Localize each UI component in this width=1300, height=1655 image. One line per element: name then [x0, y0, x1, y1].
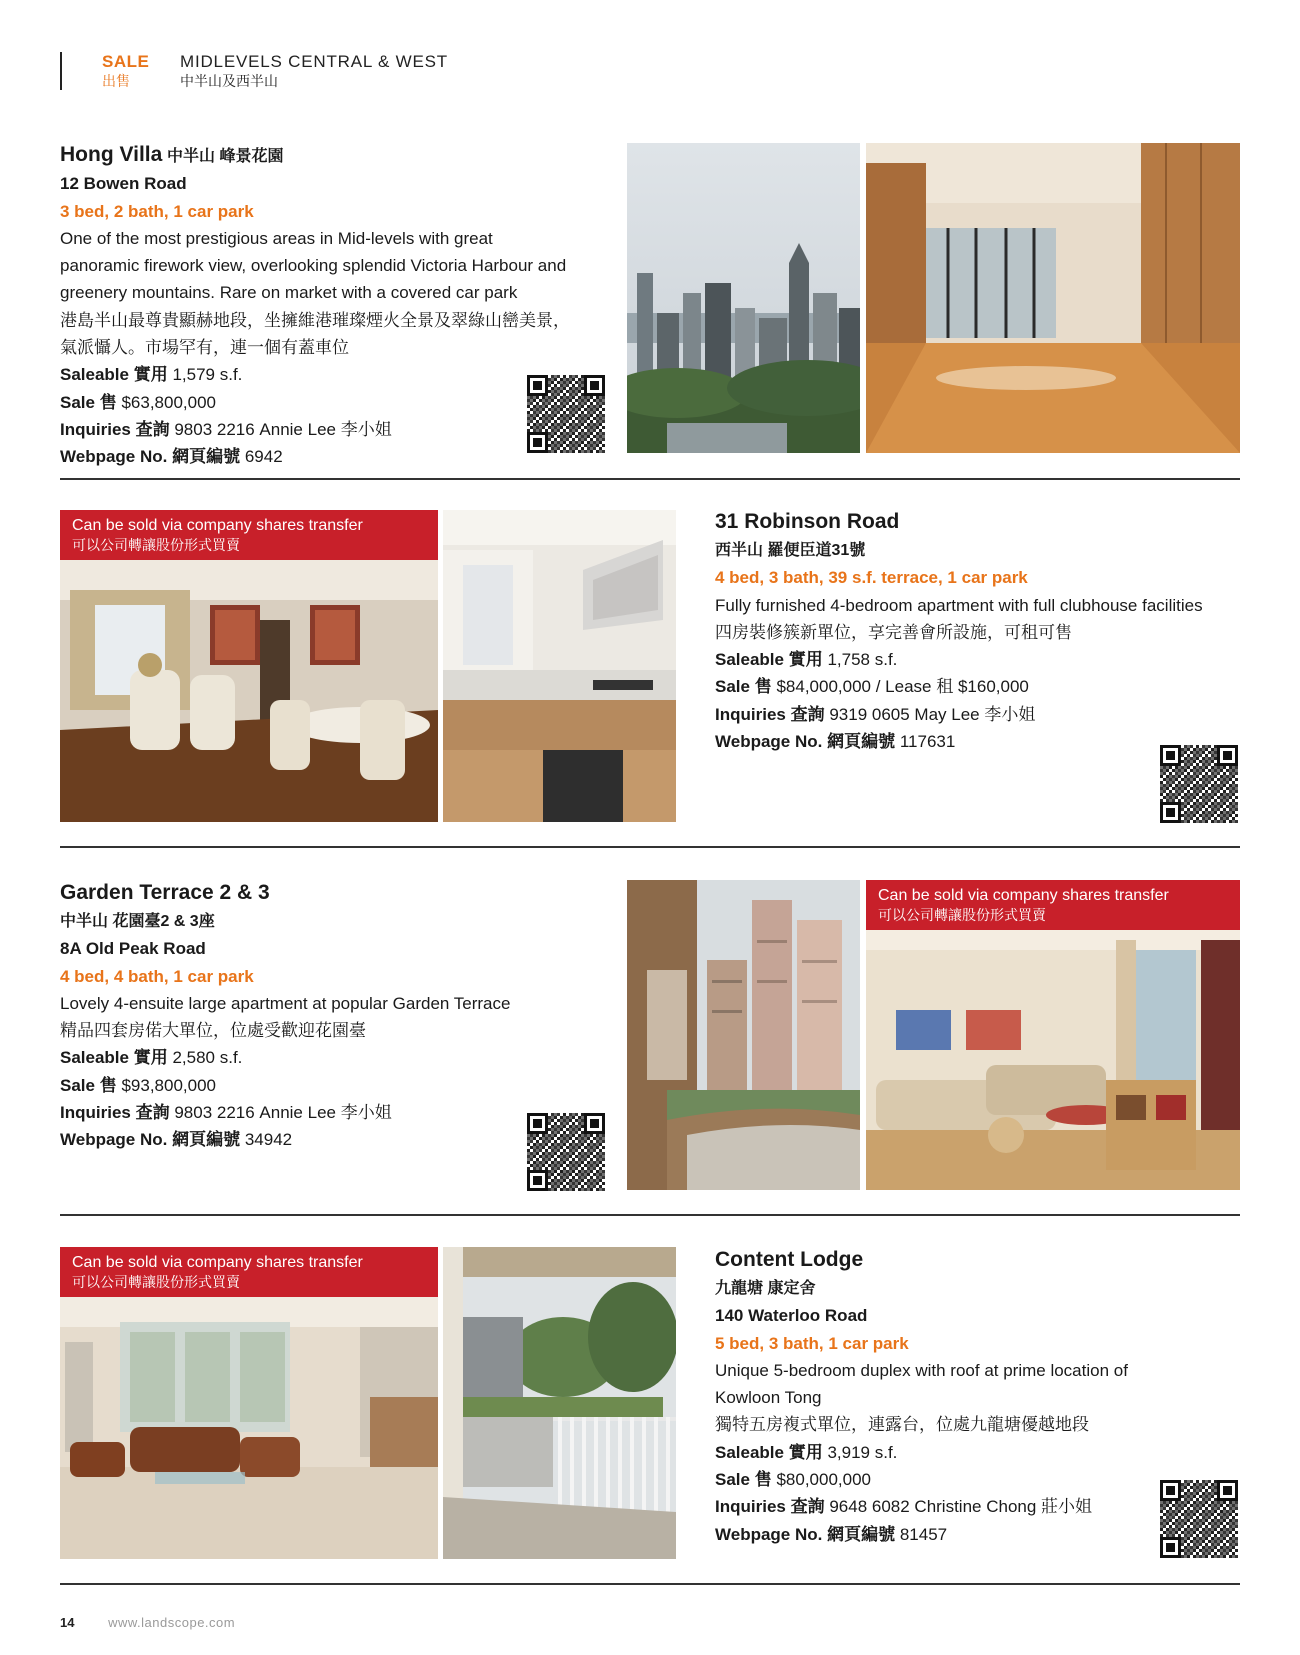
listing-desc-en: One of the most prestigious areas in Mid-levels with great — [60, 228, 493, 248]
district-label — [180, 52, 448, 92]
listing-specs: 5 bed, 3 bath, 1 car park — [715, 1333, 909, 1353]
listing-saleable: Saleable 實用 1,758 s.f. — [715, 650, 898, 670]
page-number: 14 — [60, 1615, 75, 1630]
banner-en: Can be sold via company shares transfer — [878, 887, 1169, 904]
listing-desc-zh: 氣派懾人。市場罕有，連一個有蓋車位 — [60, 338, 349, 358]
listing-name-zh: 九龍塘 康定舍 — [715, 1280, 816, 1297]
listing-name-zh: 西半山 羅便臣道31號 — [715, 542, 866, 559]
listing-desc-en: panoramic firework view, overlooking splendid Victoria Harbour and — [60, 256, 567, 276]
banner-zh: 可以公司轉讓股份形式買賣 — [72, 537, 240, 553]
listing-garden-terrace — [60, 878, 600, 1154]
listing-31-robinson-road — [715, 507, 1245, 755]
banner-en: Can be sold via company shares transfer — [72, 1254, 363, 1271]
listing-inquiries: Inquiries 查詢 9648 6082 Christine Chong 莊小姐 — [715, 1497, 1093, 1517]
photo-skyline-view — [627, 143, 860, 453]
qr-code[interactable] — [527, 375, 605, 453]
listing-webpage: Webpage No. 網頁編號 117631 — [715, 732, 956, 752]
listing-name: Hong Villa — [60, 143, 163, 166]
listing-name-zh: 中半山 峰景花園 — [167, 148, 284, 165]
divider — [60, 846, 1240, 848]
listing-desc-zh: 獨特五房複式單位，連露台，位處九龍塘優越地段 — [715, 1415, 1089, 1435]
banner-zh: 可以公司轉讓股份形式買賣 — [878, 907, 1046, 923]
listing-name: 31 Robinson Road — [715, 510, 900, 533]
listing-desc-en: Fully furnished 4-bedroom apartment with full clubhouse facilities — [715, 595, 1203, 615]
listing-desc-en: Unique 5-bedroom duplex with roof at prime location of — [715, 1360, 1128, 1380]
shares-transfer-banner — [866, 880, 1240, 930]
section-label — [102, 52, 180, 92]
divider — [60, 1214, 1240, 1216]
shares-transfer-banner — [60, 1247, 438, 1297]
website-link[interactable]: www.landscope.com — [108, 1615, 236, 1630]
photo-balcony-view — [627, 880, 860, 1190]
listing-inquiries: Inquiries 查詢 9319 0605 May Lee 李小姐 — [715, 704, 1036, 724]
header-bar — [60, 52, 62, 90]
listing-name-zh: 中半山 花園臺2 & 3座 — [60, 913, 215, 930]
listing-name: Garden Terrace 2 & 3 — [60, 881, 270, 904]
listing-saleable: Saleable 實用 2,580 s.f. — [60, 1048, 243, 1068]
qr-code[interactable] — [1160, 1480, 1238, 1558]
listing-address: 140 Waterloo Road — [715, 1306, 868, 1326]
district-zh: 中半山及西半山 — [180, 73, 278, 89]
listing-specs: 4 bed, 3 bath, 39 s.f. terrace, 1 car park — [715, 568, 1028, 588]
page-header — [60, 52, 448, 92]
listing-desc-zh: 四房裝修簇新單位，享完善會所設施，可租可售 — [715, 622, 1072, 642]
qr-code[interactable] — [527, 1113, 605, 1191]
listing-address: 8A Old Peak Road — [60, 939, 206, 959]
listing-desc-en: greenery mountains. Rare on market with a covered car park — [60, 283, 518, 303]
listing-inquiries: Inquiries 查詢 9803 2216 Annie Lee 李小姐 — [60, 1103, 392, 1123]
listing-sale-price: Sale 售 $93,800,000 — [60, 1075, 216, 1095]
listing-desc-en: Kowloon Tong — [715, 1388, 822, 1408]
listing-address: 12 Bowen Road — [60, 174, 187, 194]
photo-sofa-room — [60, 1247, 438, 1559]
listing-desc-zh: 港島半山最尊貴顯赫地段，坐擁維港璀璨煙火全景及翠綠山巒美景， — [60, 310, 570, 330]
photo-terrace — [443, 1247, 676, 1559]
listing-saleable: Saleable 實用 3,919 s.f. — [715, 1442, 898, 1462]
listing-specs: 4 bed, 4 bath, 1 car park — [60, 966, 254, 986]
section-en: SALE — [102, 52, 150, 71]
photo-dining-room — [60, 510, 438, 822]
listing-webpage: Webpage No. 網頁編號 81457 — [715, 1524, 948, 1544]
listing-name: Content Lodge — [715, 1248, 864, 1271]
banner-en: Can be sold via company shares transfer — [72, 517, 363, 534]
listing-hong-villa — [60, 140, 600, 471]
listing-desc-en: Lovely 4-ensuite large apartment at popular Garden Terrace — [60, 993, 511, 1013]
listing-sale-price: Sale 售 $84,000,000 / Lease 租 $160,000 — [715, 677, 1029, 697]
listing-sale-price: Sale 售 $63,800,000 — [60, 392, 216, 412]
photo-lounge — [866, 880, 1240, 1190]
listing-webpage: Webpage No. 網頁編號 34942 — [60, 1130, 293, 1150]
photo-living-room — [866, 143, 1240, 453]
listing-desc-zh: 精品四套房偌大單位，位處受歡迎花園臺 — [60, 1021, 366, 1041]
shares-transfer-banner — [60, 510, 438, 560]
page-footer — [60, 1615, 235, 1630]
listing-specs: 3 bed, 2 bath, 1 car park — [60, 201, 254, 221]
qr-code[interactable] — [1160, 745, 1238, 823]
banner-zh: 可以公司轉讓股份形式買賣 — [72, 1274, 240, 1290]
section-zh: 出售 — [102, 73, 130, 89]
district-en: MIDLEVELS CENTRAL & WEST — [180, 52, 448, 71]
photo-kitchen — [443, 510, 676, 822]
listing-inquiries: Inquiries 查詢 9803 2216 Annie Lee 李小姐 — [60, 419, 392, 439]
divider — [60, 478, 1240, 480]
listing-sale-price: Sale 售 $80,000,000 — [715, 1470, 871, 1490]
listing-webpage: Webpage No. 網頁編號 6942 — [60, 447, 283, 467]
listing-saleable: Saleable 實用 1,579 s.f. — [60, 365, 243, 385]
divider — [60, 1583, 1240, 1585]
